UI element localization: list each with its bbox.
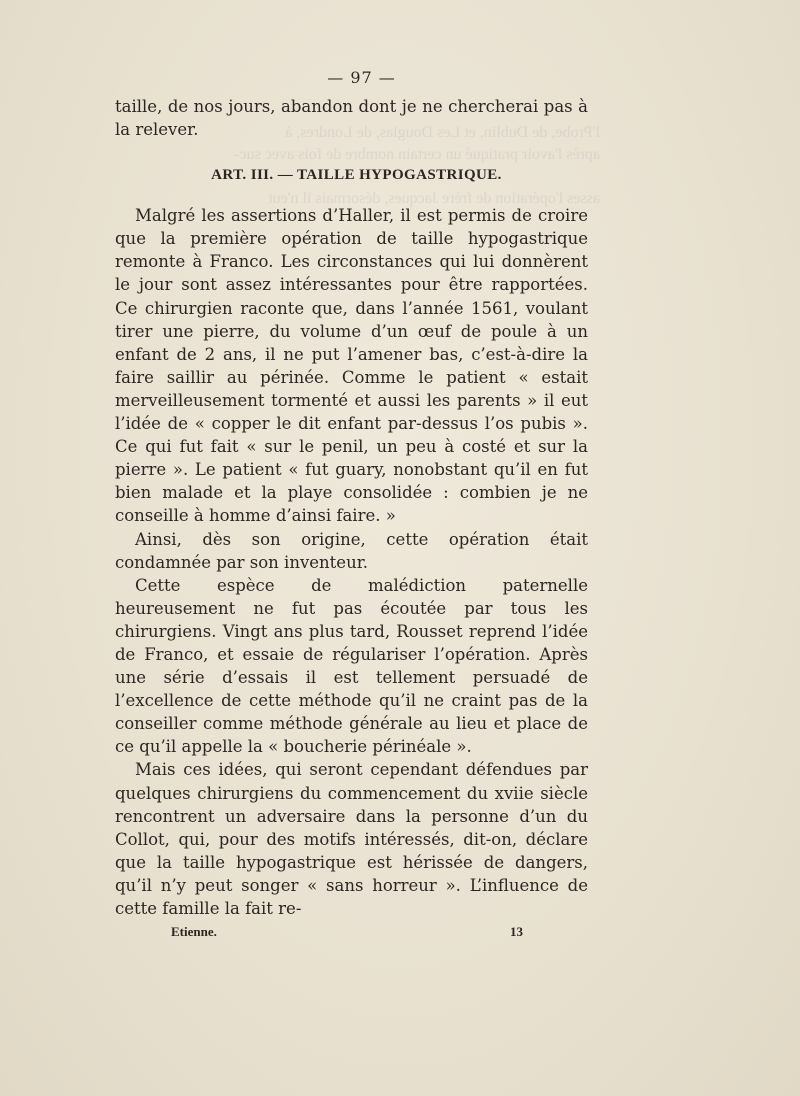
page-content — [115, 68, 588, 942]
page-footer — [115, 924, 588, 942]
section-heading: ART. III. — TAILLE HYPOGASTRIQUE. — [211, 167, 502, 184]
show-through-text: asses l'opération de frère Jacques, désormais il n'eut — [268, 190, 600, 207]
footer-author: Etienne. — [171, 924, 217, 940]
paragraph: Cette espèce de malédiction paternelle heureusement ne fut pas écoutée par tous les chirurgiens. Vingt ans plus tard, Rousset reprend l’idée de Franco, et essaie de régulariser l’opération. Après une série d’essais il est tellement persuadé de l’excellence de cette méthode qu’il ne craint pas de la conseiller comme méthode générale au lieu et place de ce qu’il appelle la « boucherie périnéale ». — [115, 575, 588, 757]
opening-text: taille, de nos jours, abandon dont je ne chercherai pas à la relever. — [115, 97, 588, 140]
show-through-text: après l'avoir pratiqué un certain nombre de fois avec suc- — [234, 146, 600, 163]
paragraph: Ainsi, dès son origine, cette opération était condamnée par son inventeur. — [115, 529, 588, 572]
show-through-text: l'Probe, de Dublin, et Les Douglas, de Londres, à — [285, 124, 600, 141]
paragraph: Malgré les assertions d’Haller, il est permis de croire que la première opération de taille hypogastrique remonte à Franco. Les circonstances qui lui donnèrent le jour sont assez intéressantes pour être rapportées. Ce chirurgien raconte que, dans l’année 1561, voulant tirer une pierre, du volume d’un œuf de poule à un enfant de 2 ans, il ne put l’amener bas, c’est-à-dire la faire saillir au périnée. Comme le patient « estait merveilleusement tormenté et aussi les parents » il eut l’idée de « copper le dit enfant par-dessus l’os pubis ». Ce qui fut fait « sur le penil, un peu à costé et sur la pierre ». Le patient « fut guary, nonobstant qu’il en fut bien malade et la playe consolidée : combien je ne conseille à homme d’ainsi faire. » — [115, 206, 588, 526]
footer-signature-number: 13 — [510, 924, 523, 940]
page-number: — 97 — — [327, 68, 396, 87]
paragraph: Mais ces idées, qui seront cependant défendues par quelques chirurgiens du commencement du xviie siècle rencontrent un adversaire dans la personne d’un du Collot, qui, pour des motifs intéressés, dit-on, déclare que la taille hypogastrique est hérissée de dangers, qu’il n’y peut songer « sans horreur ». L’influence de cette famille la fait re- — [115, 760, 588, 918]
